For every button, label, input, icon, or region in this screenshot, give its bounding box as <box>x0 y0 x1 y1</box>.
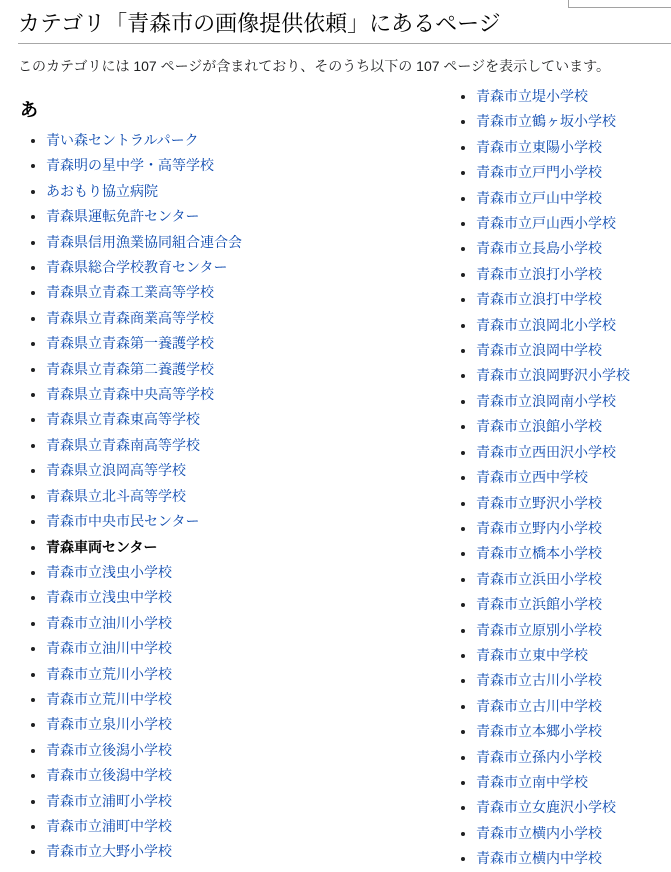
self-page-link: 青森車両センター <box>46 538 158 555</box>
page-link[interactable]: 青森市立浪岡北小学校 <box>476 316 616 333</box>
search-input-fragment[interactable] <box>568 0 671 8</box>
category-columns <box>18 84 671 872</box>
page-link[interactable]: 青森市立野内小学校 <box>476 519 602 536</box>
page-link[interactable]: 青森市立古川中学校 <box>476 697 602 714</box>
page-link[interactable]: 青森市立戸門小学校 <box>476 164 602 181</box>
group-heading: あ <box>20 100 38 120</box>
page-link[interactable]: 青森市立女鹿沢小学校 <box>476 799 616 816</box>
category-page-item <box>46 535 448 560</box>
category-column-2 <box>448 84 671 872</box>
page-link[interactable]: 青森市立南中学校 <box>476 773 588 790</box>
category-page-item <box>46 839 448 864</box>
page-link[interactable]: 青森市立浦町小学校 <box>46 792 172 809</box>
page-link[interactable]: 青森県立青森商業高等学校 <box>46 309 214 326</box>
category-page-item <box>46 357 448 382</box>
category-page-item <box>476 541 671 566</box>
category-page-item <box>46 636 448 661</box>
category-page-item <box>476 414 671 439</box>
category-page-item <box>476 770 671 795</box>
page-link[interactable]: 青森市立浪打中学校 <box>476 291 602 308</box>
page-link[interactable]: 青森明の星中学・高等学校 <box>46 157 214 174</box>
page-title: カテゴリ「青森市の画像提供依頼」にあるページ <box>18 0 671 44</box>
page-link[interactable]: 青森県信用漁業協同組合連合会 <box>46 233 242 250</box>
category-page-item <box>476 262 671 287</box>
category-list-2 <box>448 84 671 872</box>
category-page-item <box>46 585 448 610</box>
category-page-item <box>46 280 448 305</box>
category-page-item <box>476 465 671 490</box>
category-page-item <box>46 179 448 204</box>
page-link[interactable]: 青森県立青森東高等学校 <box>46 411 200 428</box>
page-link[interactable]: 青森市立荒川小学校 <box>46 665 172 682</box>
category-page-item <box>46 128 448 153</box>
category-page-item <box>476 363 671 388</box>
category-page-item <box>46 153 448 178</box>
category-page-item <box>46 789 448 814</box>
page-link[interactable]: 青森市立荒川中学校 <box>46 690 172 707</box>
category-page-item <box>476 313 671 338</box>
page-link[interactable]: 青森市立橋本小学校 <box>476 545 602 562</box>
page-link[interactable]: 青森市立西田沢小学校 <box>476 443 616 460</box>
category-page-item <box>476 236 671 261</box>
page-link[interactable]: 青森市立浪打小学校 <box>476 265 602 282</box>
category-page-item <box>476 618 671 643</box>
page-link[interactable]: 青森市立野沢小学校 <box>476 494 602 511</box>
category-page-item <box>46 484 448 509</box>
page-link[interactable]: 青森市立泉川小学校 <box>46 716 172 733</box>
page-link[interactable]: 青森市中央市民センター <box>46 513 200 530</box>
page-link[interactable]: 青森市立横内中学校 <box>476 850 602 867</box>
category-list-1 <box>18 128 448 865</box>
category-column-1 <box>18 84 448 872</box>
page-link[interactable]: 青森市立東陽小学校 <box>476 138 602 155</box>
category-page-item <box>46 662 448 687</box>
category-page-item <box>476 84 671 109</box>
page-link[interactable]: 青森市立浪岡中学校 <box>476 342 602 359</box>
page-link[interactable]: 青森市立横内小学校 <box>476 824 602 841</box>
page-link[interactable]: 青森市立堤小学校 <box>476 88 588 104</box>
category-page-item <box>476 719 671 744</box>
category-page-item <box>46 738 448 763</box>
page-link[interactable]: 青森市立東中学校 <box>476 646 588 663</box>
page-link[interactable]: 青森市立油川小学校 <box>46 614 172 631</box>
category-page-item <box>46 433 448 458</box>
category-page-item <box>46 509 448 534</box>
page-link[interactable]: 青森市立浜館小学校 <box>476 596 602 613</box>
page-link[interactable]: 青森県総合学校教育センター <box>46 259 228 276</box>
category-page-item <box>476 821 671 846</box>
page-link[interactable]: 青森市立鶴ヶ坂小学校 <box>476 113 616 130</box>
page-link[interactable]: 青森県立青森第二養護学校 <box>46 360 214 377</box>
page-link[interactable]: 青森県立北斗高等学校 <box>46 487 186 504</box>
category-page-item <box>476 389 671 414</box>
page-link[interactable]: 青森市立浪館小学校 <box>476 418 602 435</box>
category-page-item <box>46 382 448 407</box>
category-page-item <box>46 763 448 788</box>
page-link[interactable]: あおもり協立病院 <box>46 182 158 199</box>
page-link[interactable]: 青森市立古川小学校 <box>476 672 602 689</box>
category-page-item <box>476 338 671 363</box>
page-link[interactable]: 青い森セントラルパーク <box>46 132 199 148</box>
category-page-item <box>476 567 671 592</box>
page-link[interactable]: 青森市立油川中学校 <box>46 640 172 657</box>
category-page-item <box>46 255 448 280</box>
page-link[interactable]: 青森県運転免許センター <box>46 208 200 225</box>
category-page-item <box>46 230 448 255</box>
category-page-item <box>476 160 671 185</box>
page-link[interactable]: 青森市立浅虫小学校 <box>46 563 172 580</box>
category-page-item <box>476 668 671 693</box>
category-page-item <box>476 592 671 617</box>
page-link[interactable]: 青森市立本郷小学校 <box>476 723 602 740</box>
page-link[interactable]: 青森市立孫内小学校 <box>476 748 602 765</box>
category-page-item <box>46 712 448 737</box>
category-page-item <box>476 287 671 312</box>
page-link[interactable]: 青森市立西中学校 <box>476 469 588 486</box>
category-page-item <box>476 109 671 134</box>
page-link[interactable]: 青森市立浪岡南小学校 <box>476 392 616 409</box>
category-page-item <box>46 331 448 356</box>
page-link[interactable]: 青森県立青森第一養護学校 <box>46 335 214 352</box>
category-page-item <box>476 694 671 719</box>
category-page-item <box>476 516 671 541</box>
category-page-item <box>476 186 671 211</box>
page-link[interactable]: 青森市立戸山西小学校 <box>476 215 616 232</box>
page-link[interactable]: 青森市立戸山中学校 <box>476 189 602 206</box>
category-page-item <box>46 407 448 432</box>
page-link[interactable]: 青森県立青森中央高等学校 <box>46 386 214 403</box>
page-link[interactable]: 青森市立浅虫中学校 <box>46 589 172 606</box>
page-link[interactable]: 青森市立浦町中学校 <box>46 817 172 834</box>
category-page-item <box>46 814 448 839</box>
page-link[interactable]: 青森市立浜田小学校 <box>476 570 602 587</box>
category-page-item <box>476 440 671 465</box>
category-count-notice: このカテゴリには 107 ページが含まれており、そのうち以下の 107 ページを表示しています。 <box>18 58 611 74</box>
category-page-item <box>46 687 448 712</box>
page-link[interactable]: 青森県立青森工業高等学校 <box>46 284 214 301</box>
page-link[interactable]: 青森県立青森南高等学校 <box>46 436 200 453</box>
page-link[interactable]: 青森市立後潟中学校 <box>46 767 172 784</box>
page-link[interactable]: 青森市立長島小学校 <box>476 240 602 257</box>
category-page-item <box>476 643 671 668</box>
category-page-item <box>476 491 671 516</box>
page-link[interactable]: 青森市立大野小学校 <box>46 843 172 860</box>
category-page-item <box>476 795 671 820</box>
page-link[interactable]: 青森県立浪岡高等学校 <box>46 462 186 479</box>
page-link[interactable]: 青森市立浪岡野沢小学校 <box>476 367 630 384</box>
page-link[interactable]: 青森市立原別小学校 <box>476 621 602 638</box>
category-page-item <box>476 745 671 770</box>
category-page-item <box>46 560 448 585</box>
category-page-item <box>476 135 671 160</box>
category-page-item <box>46 306 448 331</box>
category-page-item <box>46 611 448 636</box>
page-link[interactable]: 青森市立後潟小学校 <box>46 741 172 758</box>
category-page-item <box>46 458 448 483</box>
category-page-item <box>476 211 671 236</box>
category-page-item <box>476 846 671 871</box>
category-page-item <box>46 204 448 229</box>
